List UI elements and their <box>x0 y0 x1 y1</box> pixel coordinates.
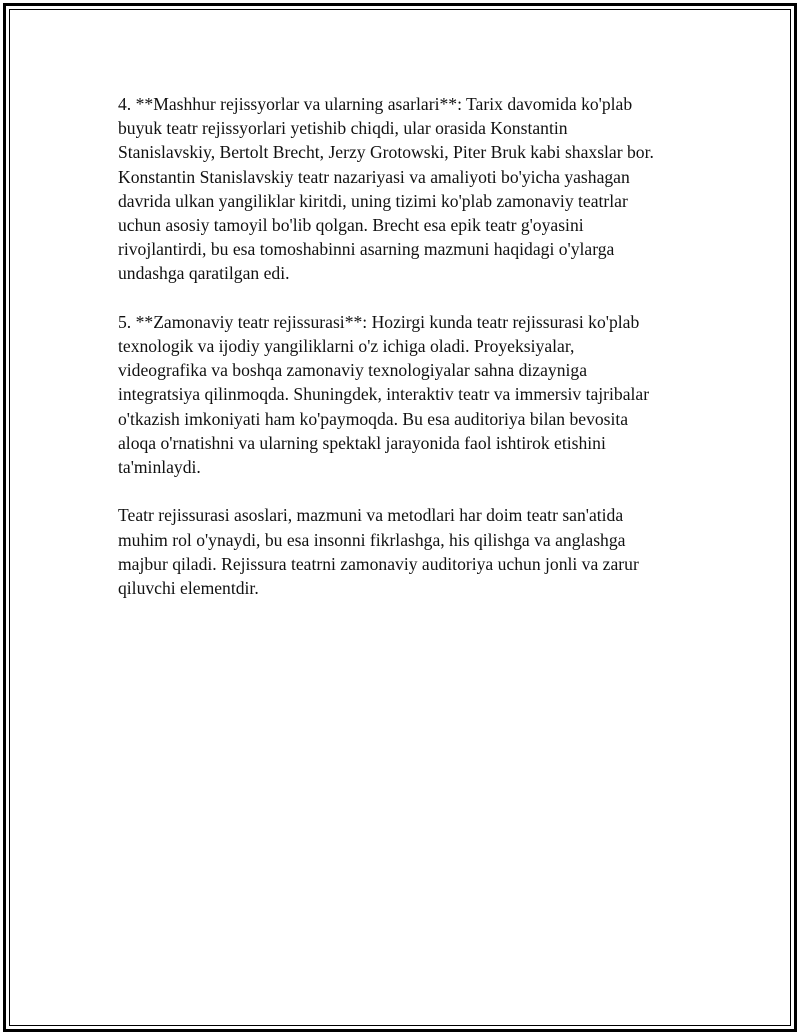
paragraph-zamonaviy-teatr: 5. **Zamonaviy teatr rejissurasi**: Hozirgi kunda teatr rejissurasi ko'plab texnologik va ijodiy yangiliklarni o'z ichiga oladi. Proyeksiyalar, videografika va boshqa zamonaviy texnologiyalar sahna dizayniga integratsiya qilinmoqda. Shuningdek, interaktiv teatr va immersiv tajribalar o'tkazish imkoniyati ham ko'paymoqda. Bu esa auditoriya bilan bevosita aloqa o'rnatishni va ularning spektakl jarayonida faol ishtirok etishini ta'minlaydi. <box>118 311 650 478</box>
paragraph-xulosa: Teatr rejissurasi asoslari, mazmuni va metodlari har doim teatr san'atida muhim rol o'ynaydi, bu esa insonni fikrlashga, his qilishga va anglashga majbur qiladi. Rejissura teatrni zamonaviy auditoriya uchun jonli va zarur qiluvchi elementdir. <box>118 505 639 599</box>
paragraph-mashhur-rejissyorlar: 4. **Mashhur rejissyorlar va ularning asarlari**: Tarix davomida ko'plab buyuk teatr rejissyorlari yetishib chiqdi, ular orasida Konstantin Stanislavskiy, Bertolt Brecht, Jerzy Grotowski, Piter Bruk kabi shaxslar bor. Konstantin Stanislavskiy teatr nazariyasi va amaliyoti bo'yicha yashagan davrida ulkan yangiliklar kiritdi, uning tizimi ko'plab zamonaviy teatrlar uchun asosiy tamoyil bo'lib qolgan. Brecht esa epik teatr g'oyasini rivojlantirdi, bu esa tomoshabinni asarning mazmuni haqidagi o'ylarga undashga qaratilgan edi. <box>118 94 654 284</box>
document-body <box>118 92 686 624</box>
